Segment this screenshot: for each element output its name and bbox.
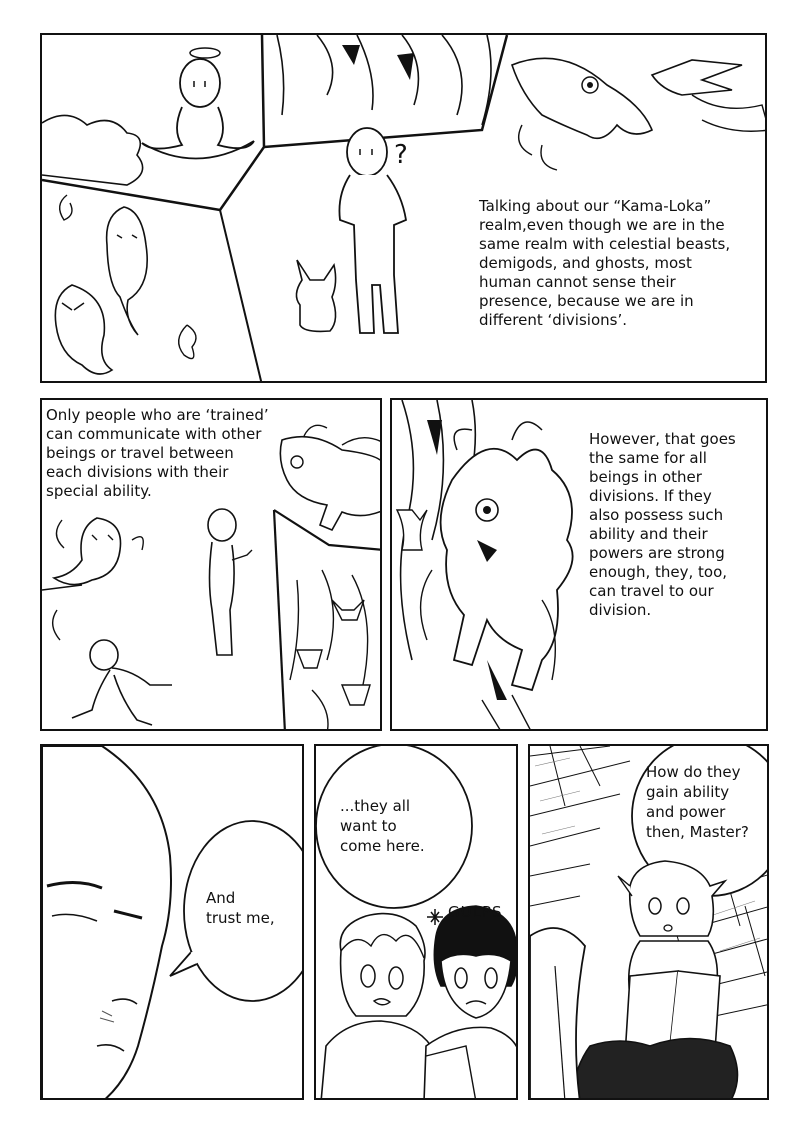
panel-2 <box>40 398 382 731</box>
panel-5-sfx-text: GULPS <box>448 903 503 921</box>
panel-6 <box>528 744 769 1100</box>
panel-5 <box>314 744 518 1100</box>
panel-4-speech-bubble: And trust me, <box>206 889 275 927</box>
panel-6-speech-bubble: How do they gain ability and power then, Master? <box>646 763 749 841</box>
svg-text:?: ? <box>394 140 408 170</box>
panel-3-caption: However, that goes the same for all beings in other divisions. If they also possess such ability and their powers are strong enough, they, too, can travel to our division. <box>589 430 736 619</box>
panel-1-caption: Talking about our “Kama-Loka” realm,even though we are in the same realm with celestial beasts, demigods, and ghosts, most human cannot sense their presence, because we are in different ‘divisions’. <box>479 197 731 329</box>
panel-3 <box>390 398 768 731</box>
panel-4 <box>40 744 304 1100</box>
panel-5-speech-bubble: ...they all want to come here. <box>340 797 425 855</box>
panel-1 <box>40 33 767 383</box>
panel-2-caption: Only people who are ‘trained’ can communicate with other beings or travel between each divisions with their special ability. <box>46 406 269 500</box>
